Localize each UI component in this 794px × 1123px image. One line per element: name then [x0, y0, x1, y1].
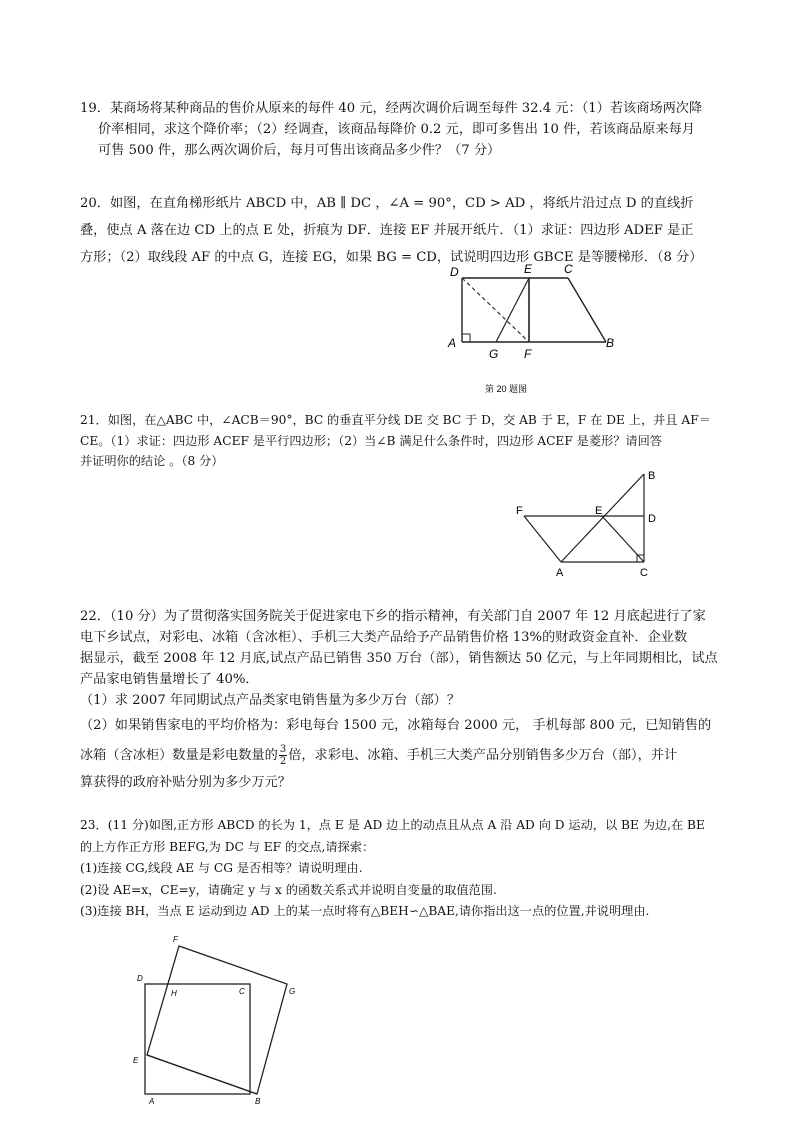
q23-line-BE — [147, 1055, 257, 1094]
q21-label-A: A — [556, 567, 564, 579]
q22-line-7-before: 冰箱（含冰柜）数量是彩电数量的 — [80, 748, 278, 763]
q23-line-5: (3)连接 BH，当点 E 运动到边 AD 上的某一点时将有△BEH∽△BAE,请你指出这一点的位置,并说明理由. — [80, 904, 650, 918]
q23-label-B: B — [255, 1097, 261, 1106]
q20-caption: 第 20 题图 — [485, 384, 528, 394]
q20-figure — [440, 262, 620, 402]
question-22 — [80, 606, 718, 793]
q23-label-G: G — [289, 987, 296, 996]
q22-line-4: 产品家电销售量增长了 40%． — [80, 672, 259, 687]
q23-line-2: 的上方作正方形 BEFG,为 DC 与 EF 的交点,请探索： — [80, 839, 375, 854]
question-21 — [80, 410, 711, 472]
question-20 — [80, 190, 702, 271]
q20-label-B: B — [606, 336, 615, 350]
q22-line-6: （2）如果销售家电的平均价格为：彩电每台 1500 元，冰箱每台 2000 元， 手机每部 800 元，已知销售的 — [80, 718, 712, 733]
q23-square-BEFG — [147, 946, 287, 1094]
q20-right-angle-mark — [462, 334, 470, 342]
q20-line-1: 20．如图，在直角梯形纸片 ABCD 中，AB ∥ DC ，∠A = 90°，CD > AD ，将纸片沿过点 D 的直线折 — [80, 196, 694, 211]
q23-line-1: 23．(11 分)如图,正方形 ABCD 的长为 1，点 E 是 AD 边上的动点且从点 A 沿 AD 向 D 运动，以 BE 为边,在 BE — [80, 818, 705, 832]
q23-label-H: H — [171, 989, 177, 998]
q20-label-E: E — [524, 262, 533, 276]
q20-label-A: A — [448, 336, 457, 350]
q22-fraction-denominator: 2 — [279, 756, 287, 767]
q23-label-D: D — [137, 974, 143, 983]
q20-crease-DF — [462, 278, 529, 342]
q23-label-A: A — [149, 1097, 155, 1106]
q20-line-2: 叠，使点 A 落在边 CD 上的点 E 处，折痕为 DF．连接 EF 并展开纸片．（1）求证：四边形 ADEF 是正 — [80, 223, 694, 238]
q20-line-EG — [496, 278, 529, 342]
q21-line-3: 并证明你的结论 。（8 分） — [80, 454, 224, 468]
q19-line-1: 19．某商场将某种商品的售价从原来的每件 40 元，经两次调价后调至每件 32.4 元：（1）若该商场两次降 — [80, 101, 703, 116]
q21-label-D: D — [648, 513, 656, 525]
q22-line-7-after: 倍，求彩电、冰箱、手机三大类产品分别销售多少万台（部），并计 — [288, 748, 678, 763]
q20-label-G: G — [489, 347, 499, 361]
question-19 — [80, 98, 702, 161]
q20-label-D: D — [450, 265, 459, 279]
q23-label-F: F — [173, 935, 178, 944]
q21-label-C: C — [640, 567, 648, 579]
q22-line-7 — [80, 742, 718, 770]
q23-figure — [125, 932, 305, 1107]
q22-line-2: 电下乡试点，对彩电、冰箱（含冰柜）、手机三大类产品给予产品销售价格 13%的财政资金直补．企业数 — [80, 630, 688, 645]
q21-line-1: 21．如图，在△ABC 中，∠ACB＝90°，BC 的垂直平分线 DE 交 BC 于 D，交 AB 于 E，F 在 DE 上，并且 AF＝ — [80, 413, 711, 427]
q22-line-3: 据显示，截至 2008 年 12 月底,试点产品已销售 350 万台（部），销售额达 50 亿元，与上年同期相比，试点 — [80, 651, 718, 666]
q23-square-ABCD — [145, 984, 250, 1094]
q19-line-3: 可售 500 件，那么两次调价后，每月可售出该商品多少件？（7 分） — [98, 143, 501, 158]
question-23 — [80, 815, 705, 923]
q23-line-4: (2)设 AE=x，CE=y，请确定 y 与 x 的函数关系式并说明自变量的取值范围. — [80, 882, 497, 897]
q21-figure — [510, 466, 680, 584]
q19-line-2: 价率相同，求这个降价率；（2）经调查，该商品每降价 0.2 元，即可多售出 10 件，若该商品原来每月 — [98, 122, 695, 137]
q21-line-2: CE。（1）求证：四边形 ACEF 是平行四边形；（2）当∠B 满足什么条件时，四边形 ACEF 是菱形？请回答 — [80, 433, 662, 448]
q20-label-C: C — [564, 262, 573, 276]
q22-line-1: 22．（10 分）为了贯彻落实国务院关于促进家电下乡的指示精神，有关部门自 2007 年 12 月底起进行了家 — [80, 609, 706, 624]
q21-line-FA — [524, 516, 561, 562]
q23-label-C: C — [239, 987, 245, 996]
q20-line-CB — [568, 278, 606, 342]
q20-line-3: 方形；（2）取线段 AF 的中点 G，连接 EG，如果 BG = CD，试说明四边形 GBCE 是等腰梯形．（8 分） — [80, 250, 703, 265]
q22-fraction — [279, 744, 287, 767]
q21-label-E: E — [595, 505, 603, 517]
q22-fraction-numerator: 3 — [279, 744, 287, 755]
q23-line-3: (1)连接 CG,线段 AE 与 CG 是否相等？请说明理由. — [80, 861, 363, 875]
q23-label-E: E — [133, 1056, 139, 1065]
q22-line-8: 算获得的政府补贴分别为多少万元？ — [80, 775, 291, 790]
q21-label-B: B — [648, 470, 656, 482]
q22-line-5: （1）求 2007 年同期试点产品类家电销售量为多少万台（部）？ — [80, 693, 461, 708]
q21-label-F: F — [516, 505, 523, 517]
q20-label-F: F — [524, 347, 532, 361]
